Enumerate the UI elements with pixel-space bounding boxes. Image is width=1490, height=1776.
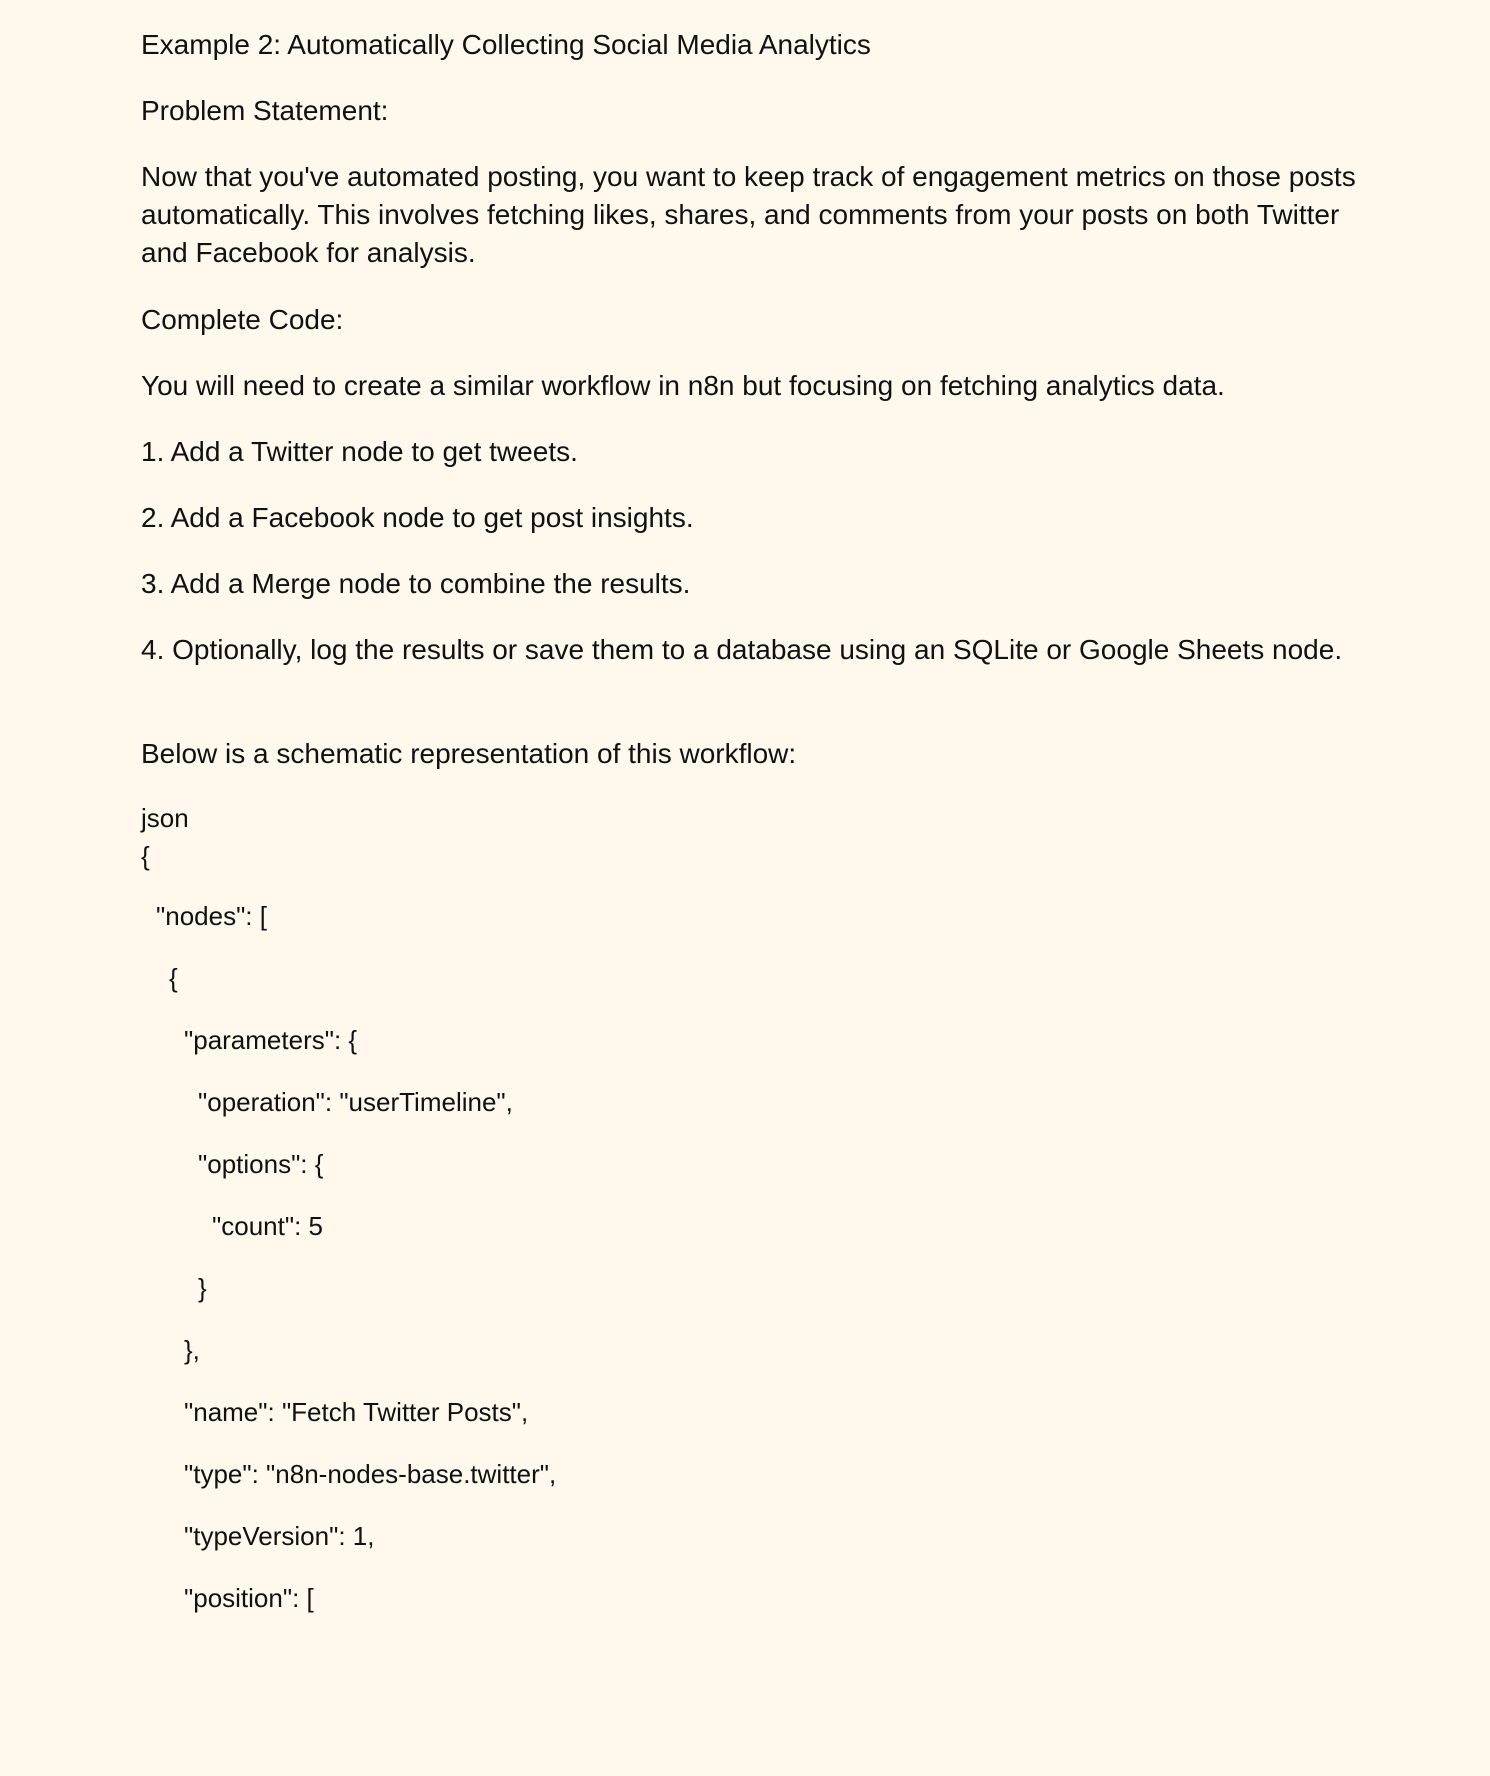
code-line: "nodes": [: [156, 901, 267, 931]
step-item: 4. Optionally, log the results or save them to a database using an SQLite or Google Sheets node.: [141, 634, 1343, 665]
step-item: 1. Add a Twitter node to get tweets.: [141, 436, 578, 467]
code-line: "count": 5: [212, 1211, 323, 1241]
code-line: "operation": "userTimeline",: [198, 1087, 513, 1117]
code-line: },: [184, 1335, 200, 1365]
code-line: "name": "Fetch Twitter Posts",: [184, 1397, 529, 1427]
code-heading: Complete Code:: [141, 304, 344, 335]
document-title: Example 2: Automatically Collecting Social Media Analytics: [141, 29, 871, 60]
code-line: {: [169, 963, 178, 993]
code-line: "typeVersion": 1,: [184, 1521, 375, 1551]
code-line: "type": "n8n-nodes-base.twitter",: [184, 1459, 557, 1489]
problem-heading: Problem Statement:: [141, 95, 389, 126]
code-line: }: [198, 1273, 207, 1303]
intro-text: You will need to create a similar workflow in n8n but focusing on fetching analytics data.: [141, 370, 1225, 401]
step-item: 2. Add a Facebook node to get post insights.: [141, 502, 694, 533]
code-line: "parameters": {: [184, 1025, 358, 1055]
code-line: {: [141, 841, 150, 871]
code-line: "position": [: [184, 1583, 314, 1613]
step-item: 3. Add a Merge node to combine the results.: [141, 568, 691, 599]
code-lang-label: json: [141, 803, 189, 833]
schematic-text: Below is a schematic representation of this workflow:: [141, 738, 797, 769]
code-line: "options": {: [198, 1149, 324, 1179]
problem-text: Now that you've automated posting, you want to keep track of engagement metrics on those posts automatically. This involves fetching likes, shares, and comments from your posts on both Twitter and Facebook for analysis.: [141, 161, 1356, 268]
